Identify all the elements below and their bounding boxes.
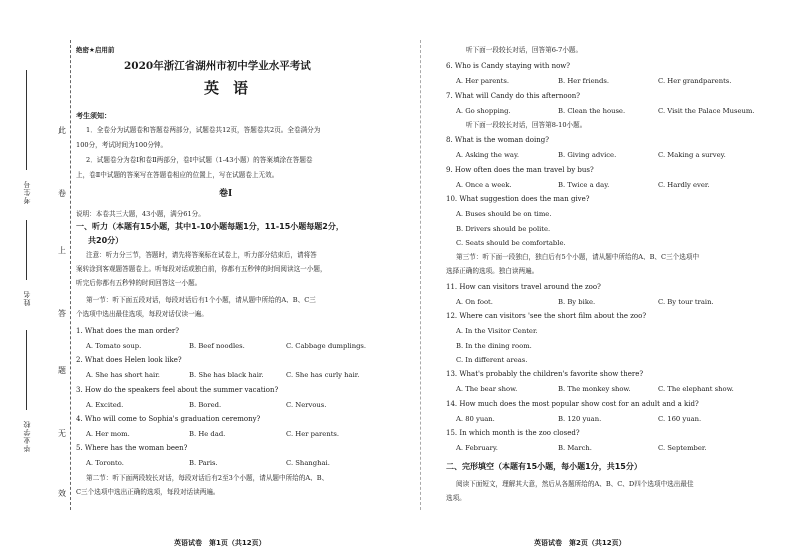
question-14: 14. How much does the most popular show cost for an adult and a kid? (446, 400, 699, 408)
part-3-instruction: 第三节：听下面一段独白，独白后有5个小题，请从题中所给的A、B、C三个选项中 (456, 253, 700, 261)
section-1-heading: 一、听力（本题有15小题，其中1-10小题每题1分，11-15小题每题2分， (76, 222, 344, 231)
option: C. 160 yuan. (658, 415, 702, 423)
option: C. Visit the Palace Museum. (658, 107, 755, 115)
name-line (26, 220, 27, 280)
question-1: 1. What does the man order? (76, 327, 179, 335)
seal-char: 无 (58, 429, 66, 438)
question-12: 12. Where can visitors 'see the short film about the zoo? (446, 312, 647, 320)
option: C. Cabbage dumplings. (286, 342, 367, 350)
option: C. Her grandparents. (658, 77, 732, 85)
volume-description: 说明：本卷共三大题，43小题，满分61分。 (76, 210, 205, 218)
notice-line: 2．试题卷分为卷Ⅰ和卷Ⅱ两部分，卷Ⅰ中试题（1-43小题）的答案填涂在答题卷 (86, 156, 313, 164)
option: B. 120 yuan. (558, 415, 602, 423)
question-3: 3. How do the speakers feel about the summer vacation? (76, 386, 279, 394)
notice-line: 上，卷Ⅱ中试题的答案写在答题卷相应的位置上，写在试题卷上无效。 (76, 171, 279, 179)
subject-title: 英语 (204, 79, 263, 97)
option: A. Once a week. (456, 181, 512, 189)
option: C. Seats should be comfortable. (456, 239, 566, 247)
option: B. Clean the house. (558, 107, 626, 115)
confidential-mark: 绝密★启用前 (76, 46, 115, 54)
option: C. Hardly ever. (658, 181, 710, 189)
option: B. Bored. (189, 401, 222, 409)
volume-heading: 卷Ⅰ (219, 189, 233, 199)
part-1-instruction: 个选项中选出最佳选项，每段对话仅读一遍。 (76, 310, 208, 318)
question-13: 13. What's probably the children's favorite show there? (446, 370, 644, 378)
option: C. By tour train. (658, 298, 714, 306)
seal-char: 上 (58, 246, 66, 255)
dialog-intro: 听下面一段较长对话，回答第8-10小题。 (466, 121, 587, 129)
option: C. She has curly hair. (286, 371, 360, 379)
option: A. In the Visitor Center. (456, 327, 538, 335)
school-label: 毕业学校 (23, 420, 31, 452)
section-2-heading: 二、完形填空（本题有15小题，每小题1分，共15分） (446, 462, 642, 471)
option: A. Asking the way. (456, 151, 520, 159)
seal-char: 此 (58, 126, 66, 135)
option: B. Her friends. (558, 77, 610, 85)
option: A. Her mom. (86, 430, 130, 438)
option: B. Drivers should be polite. (456, 225, 551, 233)
seal-char: 效 (58, 489, 66, 498)
option: B. She has black hair. (189, 371, 264, 379)
question-5: 5. Where has the woman been? (76, 444, 188, 452)
exam-title: 2020年浙江省湖州市初中学业水平考试 (124, 60, 311, 72)
option: A. Her parents. (456, 77, 510, 85)
option: B. The monkey show. (558, 385, 631, 393)
option: C. In different areas. (456, 356, 528, 364)
question-4: 4. Who will come to Sophia's graduation ceremony? (76, 415, 261, 423)
option: A. Tomato soup. (86, 342, 142, 350)
option: A. Buses should be on time. (456, 210, 552, 218)
question-2: 2. What does Helen look like? (76, 356, 182, 364)
option: C. Nervous. (286, 401, 327, 409)
question-7: 7. What will Candy do this afternoon? (446, 92, 581, 100)
option: C. Shanghai. (286, 459, 330, 467)
attention-line: 注意：听力分三节，答题时，请先将答案标在试卷上，听力部分结束后，请将答 (86, 251, 317, 259)
option: C. The elephant show. (658, 385, 734, 393)
candidate-number-label: 考生号 (23, 180, 31, 204)
binding-margin (0, 40, 70, 510)
question-9: 9. How often does the man travel by bus? (446, 166, 594, 174)
part-1-instruction: 第一节：听下面五段对话，每段对话后有1个小题，请从题中所给的A、B、C三 (86, 296, 316, 304)
binding-cut-line (70, 40, 71, 510)
attention-line: 听完后你都有五秒钟的时间回答这一小题。 (76, 279, 202, 287)
option: B. Paris. (189, 459, 218, 467)
question-6: 6. Who is Candy staying with now? (446, 62, 571, 70)
candidate-number-line (26, 70, 27, 170)
option: C. Her parents. (286, 430, 340, 438)
question-11: 11. How can visitors travel around the zoo? (446, 283, 601, 291)
part-3-instruction: 选择正确的选项。独白读两遍。 (446, 267, 539, 275)
option: C. Making a survey. (658, 151, 726, 159)
part-2-instruction: 第二节：听下面两段较长对话，每段对话后有2至3个小题，请从题中所给的A、B、 (86, 474, 329, 482)
section-2-instruction: 选项。 (446, 494, 466, 502)
option: B. In the dining room. (456, 342, 532, 350)
option: B. He dad. (189, 430, 226, 438)
option: A. Excited. (86, 401, 124, 409)
option: A. She has short hair. (86, 371, 160, 379)
section-2-instruction: 阅读下面短文，理解其大意，然后从各题所给的A、B、C、D四个选项中选出最佳 (456, 480, 694, 488)
name-label: 姓名 (23, 290, 31, 306)
option: B. By bike. (558, 298, 596, 306)
notice-line: 100分，考试时间为100分钟。 (76, 141, 168, 149)
option: A. On foot. (456, 298, 493, 306)
option: A. 80 yuan. (456, 415, 495, 423)
question-15: 15. In which month is the zoo closed? (446, 429, 580, 437)
seal-char: 答 (58, 309, 66, 318)
part-2-instruction: C三个选项中选出正确的选项，每段对话读两遍。 (76, 488, 220, 496)
notice-line: 1．全卷分为试题卷和答题卷两部分，试题卷共12页，答题卷共2页。全卷满分为 (86, 126, 321, 134)
seal-char: 题 (58, 366, 66, 375)
option: C. September. (658, 444, 707, 452)
option: B. Twice a day. (558, 181, 610, 189)
option: A. Go shopping. (456, 107, 511, 115)
page-1-footer: 英语试卷 第1页（共12页） (174, 539, 266, 547)
option: A. Toronto. (86, 459, 124, 467)
option: A. The bear show. (456, 385, 518, 393)
section-1-heading-cont: 共20分） (88, 236, 124, 245)
option: A. February. (456, 444, 498, 452)
dialog-intro: 听下面一段较长对话，回答第6-7小题。 (466, 46, 583, 54)
seal-char: 卷 (58, 189, 66, 198)
option: B. Giving advice. (558, 151, 617, 159)
option: B. March. (558, 444, 592, 452)
option: B. Beef noodles. (189, 342, 245, 350)
page-divider (420, 40, 421, 510)
question-8: 8. What is the woman doing? (446, 136, 549, 144)
school-line (26, 330, 27, 410)
question-10: 10. What suggestion does the man give? (446, 195, 590, 203)
attention-line: 案转涂到客观题答题卷上。听每段对话或独白前，你都有五秒钟的时间阅读这一小题， (76, 265, 327, 273)
notice-title: 考生须知： (76, 112, 111, 120)
page-2-footer: 英语试卷 第2页（共12页） (534, 539, 626, 547)
